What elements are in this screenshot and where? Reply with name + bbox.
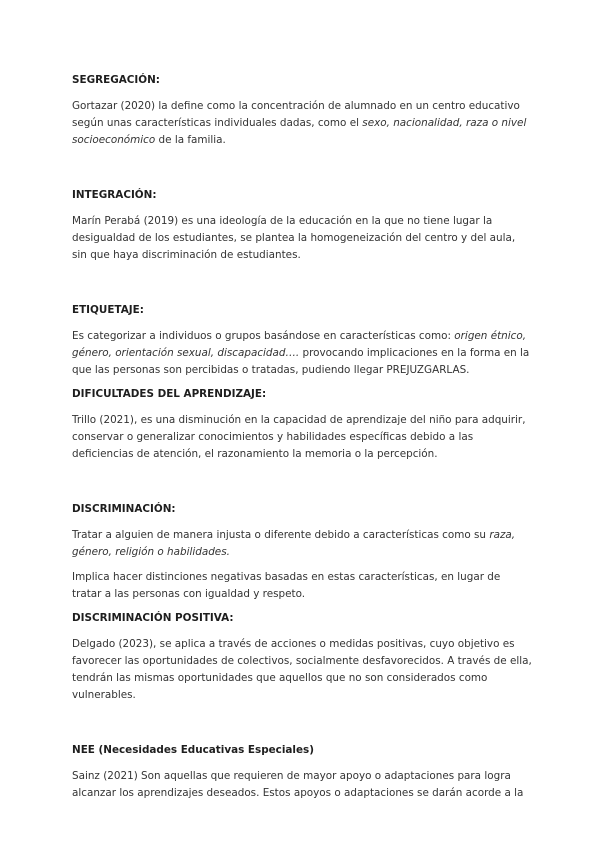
text-run: Es categorizar a individuos o grupos basándose en características como: <box>72 330 455 342</box>
section-nee <box>72 742 532 802</box>
section-heading: DISCRIMINACIÓN POSITIVA: <box>72 612 234 624</box>
text-run: de la familia. <box>155 134 226 146</box>
text-run: Implica hacer distinciones negativas basadas en estas características, en lugar de tratar a las personas con igualdad y respeto. <box>72 571 501 600</box>
text-run-italic: raza, género, religión o habilidades. <box>72 529 516 558</box>
section-paragraph <box>72 213 532 264</box>
section-integracion <box>72 187 532 264</box>
section-etiquetaje <box>72 302 532 379</box>
section-paragraph <box>72 98 532 149</box>
text-run: Delgado (2023), se aplica a través de acciones o medidas positivas, cuyo objetivo es favorecer las oportunidades de colectivos, socialmente desfavorecidos. A través de ella, tendrán las mismas oportunidades que aquellos que no son considerados como vulnerables. <box>72 638 532 701</box>
section-discriminacion <box>72 501 532 603</box>
text-run-italic: origen étnico, género, orientación sexual, discapacidad…. <box>72 330 527 359</box>
section-paragraph <box>72 412 532 463</box>
text-run: provocando implicaciones en la forma en la que las personas son percibidas o tratadas, pudiendo llegar PREJUZGARLAS. <box>72 347 530 376</box>
text-run: Trillo (2021), es una disminución en la capacidad de aprendizaje del niño para adquirir, conservar o generalizar conocimientos y habilidades específicas debido a las deficiencias de atención, el razonamiento la memoria o la percepción. <box>72 414 526 460</box>
section-heading: SEGREGACIÓN: <box>72 74 160 86</box>
text-run-italic: sexo, nacionalidad, raza o nivel socioeconómico <box>72 117 527 146</box>
text-run: Marín Perabá (2019) es una ideología de la educación en la que no tiene lugar la desigualdad de los estudiantes, se plantea la homogeneización del centro y del aula, sin que haya discriminación de estudiantes. <box>72 215 516 261</box>
section-heading: ETIQUETAJE: <box>72 304 144 316</box>
section-heading: INTEGRACIÓN: <box>72 189 157 201</box>
text-run: Tratar a alguien de manera injusta o diferente debido a características como su <box>72 529 490 541</box>
document-page <box>72 72 532 802</box>
section-paragraph <box>72 569 532 603</box>
text-run: Sainz (2021) Son aquellas que requieren de mayor apoyo o adaptaciones para logra alcanzar los aprendizajes deseados. Estos apoyos o adaptaciones se darán acorde a la <box>72 770 524 799</box>
section-paragraph <box>72 328 532 379</box>
section-heading: NEE (Necesidades Educativas Especiales) <box>72 744 314 756</box>
section-paragraph <box>72 768 532 802</box>
section-paragraph <box>72 636 532 704</box>
section-segregacion <box>72 72 532 149</box>
section-discriminacion-positiva <box>72 610 532 704</box>
section-dificultades-aprendizaje <box>72 386 532 463</box>
section-heading: DIFICULTADES DEL APRENDIZAJE: <box>72 388 267 400</box>
text-run: Gortazar (2020) la define como la concentración de alumnado en un centro educativo según unas características individuales dadas, como el <box>72 100 520 129</box>
section-paragraph <box>72 527 532 561</box>
section-heading: DISCRIMINACIÓN: <box>72 503 176 515</box>
